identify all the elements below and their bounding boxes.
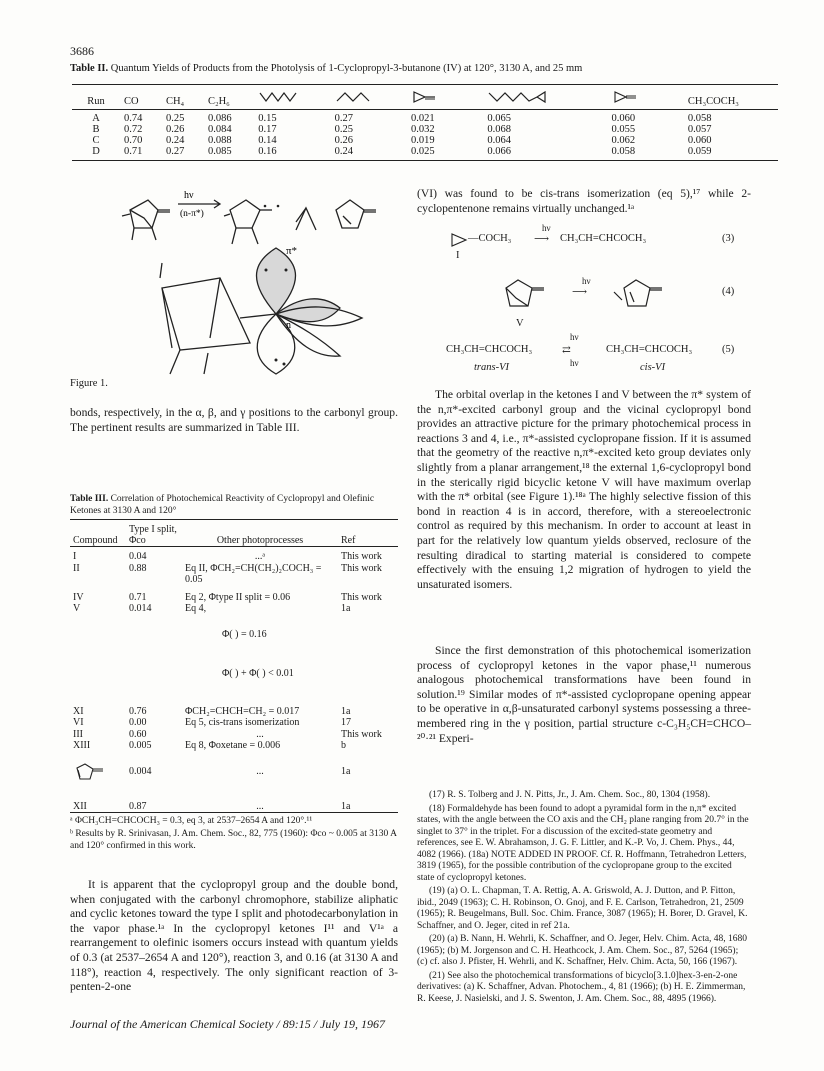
right-paragraph-1: (VI) was found to be cis-trans isomerization (eq 5),¹⁷ while 2-cyclopentenone remains virtually unchanged.¹ᵃ (417, 187, 751, 215)
table-cell: Φ( ) = 0.16 (222, 628, 267, 640)
table-cell: 0.27 (162, 146, 204, 161)
table2-header: CH₄ (162, 85, 204, 110)
footnotes (417, 790, 751, 1007)
table-cell: 0.00 (129, 717, 147, 728)
table3-header-compound: Compound (70, 524, 126, 547)
figure1-hv: hν (184, 190, 194, 201)
table-cell: III (73, 728, 83, 740)
table3-header-type: Type I split, Φco (126, 524, 182, 547)
left-paragraph-1: bonds, respectively, in the α, β, and γ positions to the carbonyl group. The pertinent results are summarized in Table III. (70, 406, 398, 434)
table-cell: IV (73, 591, 84, 603)
table3-header-other: Other photoprocesses (182, 524, 338, 547)
arrow-right-icon: ⟶ (534, 234, 550, 245)
table-row (70, 752, 398, 796)
table-cell: 0.032 (411, 124, 435, 135)
eq5-product: CH₃CH=CHCOCH₃ (606, 344, 693, 355)
right-paragraph-3: Since the first demonstration of this photochemical isomerization process of cyclopropyl ketones in the vapor phase,¹¹ numerous analogous photochemical transformations have been found in solution.¹⁹ Similar modes of π*-assisted cyclopropane opening appear to be operative in α,β-unsaturated carbonyl systems possessing a three-membered ring in the γ position, partial structure c-C₃H₅CH=CHCO–²⁰·²¹ Experi- (417, 644, 751, 745)
arrow-right-icon: ⟶ (572, 287, 588, 298)
table3-label: Table III. (70, 494, 109, 504)
table-row (70, 654, 398, 706)
table2-header: CO (120, 85, 162, 110)
table-cell: 0.24 (331, 146, 407, 161)
footnote: (20) (a) B. Nann, H. Wehrli, K. Schaffner, and O. Jeger, Helv. Chim. Acta, 48, 1680 (1965); (b) M. Jorgenson and C. H. Heathcock, J. Am. Chem. Soc., 87, 5264 (1965); (c) cf. also J. Pfister, H. Wehrli, and K. Schaffner, Helv. Chim. Acta, 50, 166 (1967). (417, 934, 748, 967)
table-row (72, 135, 778, 146)
journal-footer: Journal of the American Chemical Society / 89:15 / July 19, 1967 (70, 1017, 386, 1031)
structure-methylenecyclopropane (608, 85, 684, 110)
eq5-reactant: CH₃CH=CHCOCH₃ (446, 344, 533, 355)
table-cell: VI (73, 717, 84, 728)
table-cell: ...ᵃ (254, 551, 266, 562)
table-cell: 0.04 (129, 551, 147, 562)
table-cell: XII (73, 801, 87, 812)
footnote: (19) (a) O. L. Chapman, T. A. Rettig, A. A. Griswold, A. J. Dutton, and P. Fitton, ibid., 2049 (1963); C. H. Robinson, O. Gnoj, and F. E. Carlson, Tetrahedron, 21, 2509 (1965); R. Beugelmans, Bull. Soc. Chim. France, 3087 (1965); H. Borer, D. Gravel, K. Schaffner, and O. Jeger, cited in ref 21a. (417, 886, 748, 931)
table-cell: 0.87 (129, 801, 147, 812)
table-cell: XI (73, 705, 84, 717)
eq4-label: V (516, 318, 524, 329)
table-cell: 0.065 (487, 113, 512, 124)
table-row (72, 110, 778, 125)
eq3-number: (3) (722, 233, 735, 244)
table-cell: 1a (341, 765, 351, 777)
table-cell: 0.60 (129, 728, 147, 740)
table-cell: 0.064 (487, 135, 512, 146)
table-cell: 0.025 (407, 146, 483, 161)
footnote: (21) See also the photochemical transformations of bicyclo[3.1.0]hex-3-en-2-one derivatives: (a) K. Schaffner, Advan. Photochem., 4, 81 (1966); (b) H. E. Zimmerman, R. Keese, J. Nasielski, and J. S. Swenton, J. Am. Chem. Soc., 88, 4895 (1966). (417, 970, 746, 1004)
eq5-hv-bottom: hν (570, 358, 579, 368)
table-cell: 0.72 (124, 124, 143, 135)
table-cell: 0.021 (411, 113, 435, 124)
table-cell: 0.26 (165, 124, 185, 135)
table-cell: 0.17 (258, 124, 277, 135)
table-cell: ... (256, 728, 264, 740)
eq5-right-label: cis-VI (640, 362, 666, 373)
cyclopentenone-structure (73, 762, 109, 782)
table-cell: D (72, 146, 120, 161)
structure-cyclopropylethylene (407, 85, 483, 110)
table-cell: Φ( ) + Φ( ) < 0.01 (222, 668, 294, 679)
equation-4 (450, 278, 750, 338)
figure1-n-label: n (286, 320, 291, 331)
table3 (70, 524, 398, 817)
table-cell: 0.086 (207, 113, 232, 124)
figure1-diagram (100, 188, 400, 378)
right-paragraph-2: The orbital overlap in the ketones I and V between the π* system of the n,π*-excited carbonyl group and the vicinal cyclopropyl bond provides an attractive picture for the primary photochemical process in reactions 3 and 4, i.e., π*-assisted cyclopropane fission. If it is assumed that the geometry of the reactive n,π*-excited keto group deviates only slightly from a planar arrangement,¹⁸ the external 1,6-cyclopropyl bond in the sterically rigid bicyclic ketone V will have maximum overlap with the π* orbital (see Figure 1).¹⁸ᵃ The highly selective fission of this bond in reaction 4 is in accord, therefore, with a stereoelectronic control as required by this mechanism. In order to account at least in part for the relatively low quantum yields observed, reclosure of the resulting diradical to starting material is considered to compete effectively with the ensuing 1,2 migration of hydrogen to yield the unsaturated isomers. (417, 388, 751, 591)
table-row (70, 615, 398, 655)
table-cell-cyclopentenone (70, 752, 126, 796)
table-cell: Eq 5, cis-trans isomerization (185, 717, 300, 728)
structure-zigzag-diene (254, 85, 330, 110)
table-row (70, 795, 398, 817)
structure-zigzag-alkene (331, 85, 407, 110)
table-row (72, 124, 778, 135)
table3-caption-text: Correlation of Photochemical Reactivity of Cyclopropyl and Olefinic Ketones at 3130 A and 120° (70, 494, 375, 516)
figure1-excitation: (n-π*) (180, 209, 204, 219)
eq3-hv: hν (542, 223, 551, 233)
table-cell: Eq 2, Φtype II split = 0.06 (185, 591, 291, 603)
table-cell: 0.76 (129, 705, 147, 717)
table2-header: CH₃COCH₃ (684, 85, 778, 110)
table-row (70, 706, 398, 718)
table-row (70, 717, 398, 729)
structure-zigzag-cyclopropane (483, 85, 607, 110)
table-cell (338, 615, 398, 655)
table-cell: Eq II, ΦCH₂=CH(CH₂)₂COCH₃ = 0.05 (185, 562, 322, 585)
eq3-label: I (456, 250, 460, 261)
table-cell: Eq 8, Φoxetane = 0.006 (185, 740, 281, 751)
table2-header: C₂H₆ (204, 85, 254, 110)
eq3-reactant: —COCH₃ (468, 233, 512, 244)
figure1-caption: Figure 1. (70, 378, 108, 389)
table-cell: 0.74 (124, 113, 143, 124)
table-cell: 0.019 (411, 135, 435, 146)
table-row (72, 146, 778, 161)
table-cell: II (73, 562, 80, 574)
table-cell: 0.24 (165, 135, 185, 146)
table-cell: 0.25 (334, 124, 354, 135)
table3-footnote-a: ᵃ ΦCH₃CH=CHCOCH₃ = 0.3, eq 3, at 2537–2654 A and 120°.¹¹ (70, 816, 313, 826)
table-cell: This work (341, 562, 382, 574)
table-cell: 0.059 (684, 146, 778, 161)
table-cell: 17 (341, 717, 351, 728)
eq5-number: (5) (722, 344, 735, 355)
equation-5 (446, 332, 750, 380)
table2-header: Run (72, 85, 120, 110)
table-cell: 0.014 (129, 603, 152, 614)
table-cell: 1a (341, 705, 351, 717)
table-cell (126, 654, 182, 706)
table-cell: B (92, 124, 100, 135)
table-cell: A (92, 113, 100, 124)
table-cell: 0.14 (258, 135, 277, 146)
table-row (70, 729, 398, 741)
table-cell: 0.004 (129, 765, 152, 777)
page-number: 3686 (70, 44, 94, 58)
table2-label: Table II. (70, 63, 109, 74)
table-cell: 0.062 (611, 135, 636, 146)
table-row (70, 547, 398, 563)
table-cell: 0.88 (129, 562, 147, 574)
cyclopropyl-structure (450, 232, 470, 248)
table-cell: This work (341, 728, 382, 740)
table-cell: 0.088 (207, 135, 232, 146)
table-cell: 0.058 (687, 113, 712, 124)
equilibrium-arrow-icon: ⇄ (562, 345, 571, 356)
table-row (70, 740, 398, 752)
table-cell: C (92, 135, 100, 146)
table2-caption-text: Quantum Yields of Products from the Photolysis of 1-Cyclopropyl-3-butanone (IV) at 120°, 3130 A, and 25 mm (110, 63, 583, 74)
table-cell: XIII (73, 740, 91, 751)
table-cell: Eq 4, (185, 603, 207, 614)
table-cell: 0.068 (487, 124, 512, 135)
footnote: (17) R. S. Tolberg and J. N. Pitts, Jr., J. Am. Chem. Soc., 80, 1304 (1958). (429, 790, 711, 800)
table2-caption (70, 63, 770, 74)
table3-caption (70, 494, 396, 517)
table-cell: ... (256, 801, 264, 812)
table-cell: 0.71 (129, 591, 147, 603)
table3-top-rule (70, 519, 398, 520)
table3-footnote-b: ᵇ Results by R. Srinivasan, J. Am. Chem. Soc., 82, 775 (1960): Φco ~ 0.005 at 3130 A and 120° confirmed in this work. (70, 829, 397, 851)
table-cell: 0.057 (687, 124, 712, 135)
table-cell (70, 615, 126, 655)
table-cell (338, 654, 398, 706)
table-cell: 0.085 (204, 146, 254, 161)
footnote: (18) Formaldehyde has been found to adopt a pyramidal form in the n,π* excited states, with the angle between the CO axis and the CH₂ plane ranging from 20.7° in the singlet to 37° in the triplet. For a discussion of the excited-state geometry and references, see E. W. Abrahamson, J. G. F. Littler, and K.-P. Vo, J. Chem. Phys., 44, 4082 (1966). (18a) NOTE ADDED IN PROOF. Cf. R. Hoffmann, Tetrahedron Letters, 3819 (1965), for the possible contribution of the cyclopropane group to the excited state of cyclopropyl ketones. (417, 803, 749, 883)
table-cell: 0.70 (124, 135, 143, 146)
table-cell: 0.066 (483, 146, 607, 161)
table-cell: ... (256, 765, 264, 777)
table-cell: I (73, 551, 77, 562)
table-cell: This work (341, 551, 382, 562)
table-cell: 0.058 (608, 146, 684, 161)
table-cell: 0.25 (165, 113, 185, 124)
table-row (70, 603, 398, 615)
table-cell: 0.71 (120, 146, 162, 161)
table3-bottom-rule (70, 812, 398, 813)
equation-3 (450, 223, 750, 266)
table2 (72, 84, 778, 161)
table-cell: 1a (341, 801, 351, 812)
bicyclic-ketone-structure (500, 278, 560, 318)
table-cell: 0.084 (207, 124, 232, 135)
table-cell: 0.15 (258, 113, 277, 124)
figure1-pi-star: π* (286, 245, 298, 257)
table-cell: 0.16 (254, 146, 330, 161)
table-cell: 1a (341, 603, 351, 614)
table-cell: 0.005 (129, 740, 152, 751)
eq5-left-label: trans-VI (474, 362, 509, 373)
table-cell: This work (341, 591, 382, 603)
eq5-hv-top: hν (570, 332, 579, 342)
table-cell: 0.055 (611, 124, 636, 135)
eq4-hv: hν (582, 276, 591, 286)
table3-header-ref: Ref (338, 524, 398, 547)
table-cell: V (73, 603, 81, 614)
table-cell (70, 654, 126, 706)
eq4-number: (4) (722, 286, 735, 297)
table-cell: ΦCH₂=CHCH=CH₂ = 0.017 (185, 705, 300, 717)
table-cell: b (341, 740, 346, 751)
table-cell: 0.26 (334, 135, 354, 146)
eq3-product: CH₃CH=CHCOCH₃ (560, 233, 647, 244)
table-cell: 0.060 (687, 135, 712, 146)
table2-header-row (72, 85, 778, 110)
left-paragraph-2: It is apparent that the cyclopropyl group and the double bond, when conjugated with the carbonyl chromophore, stabilize aliphatic and cyclic ketones toward the type I split and photodecarbonylation in the vapor phase.¹ᵃ In the cyclopropyl ketones I¹¹ and V¹ᵃ a rearrangement to olefinic isomers occurs instead with quantum yields of 0.3 (at 2537–2654 A and 120°), reaction 3, and 0.16 (at 3130 A and 118°), reaction 4, respectively. The only significant reaction of 3-penten-2-one (70, 878, 398, 994)
cyclopentenone-product-structure (610, 278, 680, 318)
table-cell: 0.060 (611, 113, 636, 124)
table-row (70, 586, 398, 604)
table-cell (126, 615, 182, 655)
table-cell: 0.27 (334, 113, 354, 124)
table-row (70, 563, 398, 586)
